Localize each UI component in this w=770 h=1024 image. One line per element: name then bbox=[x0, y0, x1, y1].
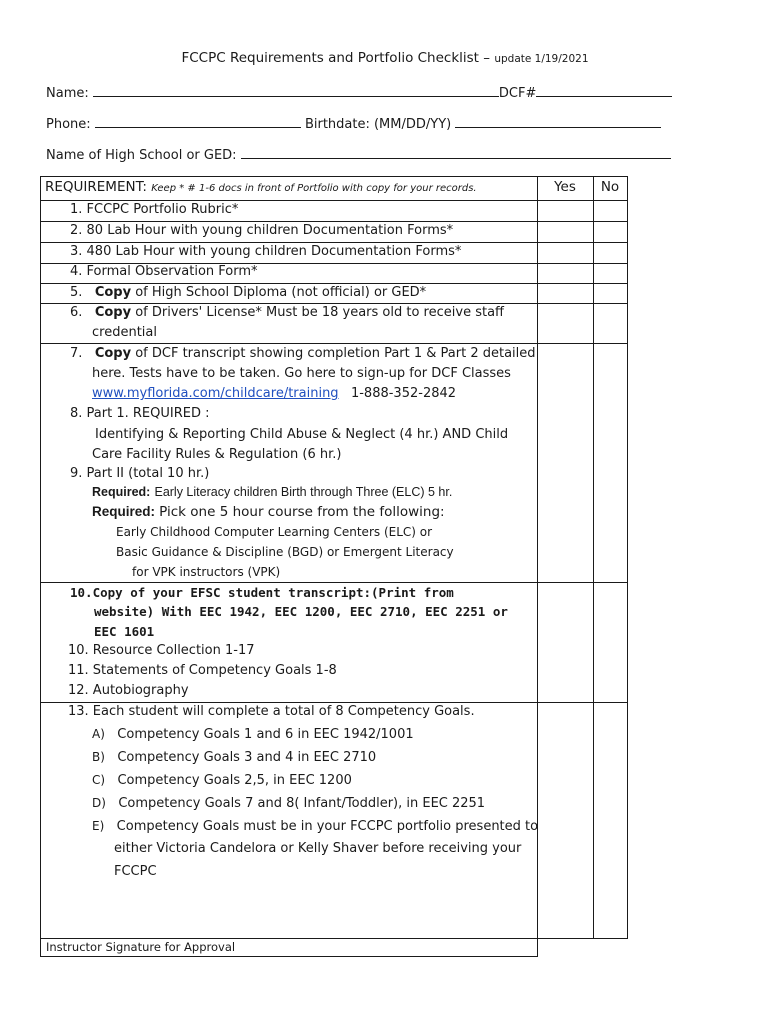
item-continuation: credential bbox=[92, 325, 157, 340]
requirement-item: 10.Copy of your EFSC student transcript:(Print from bbox=[70, 585, 454, 600]
requirement-header bbox=[45, 179, 477, 195]
sub-item-letter: D) bbox=[92, 796, 106, 810]
yes-column-header: Yes bbox=[554, 179, 576, 195]
yes-checkbox[interactable] bbox=[538, 222, 593, 242]
item-continuation bbox=[92, 482, 452, 503]
requirement-item: 1. FCCPC Portfolio Rubric* bbox=[70, 202, 239, 217]
name-field[interactable] bbox=[93, 84, 499, 97]
item-bold: Copy bbox=[94, 285, 132, 300]
yes-checkbox[interactable] bbox=[538, 344, 593, 582]
table-border-bottom bbox=[40, 956, 537, 957]
table-border-top bbox=[40, 176, 627, 177]
requirement-item: 10. Resource Collection 1-17 bbox=[68, 643, 255, 658]
item-continuation: Early Childhood Computer Learning Centers (ELC) or bbox=[116, 525, 433, 539]
no-checkbox[interactable] bbox=[594, 264, 627, 283]
dcf-label: DCF# bbox=[498, 86, 537, 101]
table-row-divider bbox=[40, 938, 627, 939]
no-checkbox[interactable] bbox=[594, 304, 627, 343]
phone-field-row bbox=[46, 115, 661, 132]
sub-item-continuation: FCCPC bbox=[114, 864, 157, 879]
instructor-signature-label: Instructor Signature for Approval bbox=[46, 940, 236, 954]
update-date: update 1/19/2021 bbox=[494, 53, 589, 65]
no-checkbox[interactable] bbox=[594, 703, 627, 938]
training-link[interactable]: www.myflorida.com/childcare/training bbox=[92, 386, 339, 401]
name-field-row bbox=[46, 84, 672, 101]
item-text: of Drivers' License* Must be 18 years old to receive staff bbox=[135, 305, 504, 320]
sub-item bbox=[92, 793, 485, 814]
item-continuation: Basic Guidance & Discipline (BGD) or Emergent Literacy bbox=[116, 545, 454, 559]
table-border-right bbox=[627, 176, 628, 939]
yes-checkbox[interactable] bbox=[538, 264, 593, 283]
sub-item-letter: C) bbox=[92, 773, 106, 787]
item-number: 5. bbox=[70, 285, 83, 300]
item-continuation bbox=[92, 502, 445, 523]
requirement-item: 4. Formal Observation Form* bbox=[70, 264, 258, 279]
sub-item-text: Competency Goals 1 and 6 in EEC 1942/1001 bbox=[117, 727, 414, 742]
requirement-item bbox=[70, 303, 504, 323]
dcf-field[interactable] bbox=[536, 84, 672, 97]
requirement-item: 9. Part II (total 10 hr.) bbox=[70, 466, 210, 481]
yes-checkbox[interactable] bbox=[538, 284, 593, 303]
yes-checkbox[interactable] bbox=[538, 583, 593, 702]
phone-number: 1-888-352-2842 bbox=[350, 386, 457, 401]
item-continuation: Care Facility Rules & Regulation (6 hr.) bbox=[92, 447, 342, 462]
instructor-signature-field[interactable] bbox=[250, 940, 535, 955]
item-bold: Required: bbox=[92, 504, 156, 519]
sub-item-letter: E) bbox=[92, 819, 105, 833]
sub-item bbox=[92, 770, 352, 791]
no-checkbox[interactable] bbox=[594, 284, 627, 303]
yes-checkbox[interactable] bbox=[538, 201, 593, 221]
requirement-note: Keep * # 1-6 docs in front of Portfolio with copy for your records. bbox=[151, 183, 477, 194]
requirement-item: 13. Each student will complete a total of 8 Competency Goals. bbox=[68, 704, 475, 719]
sub-item-text: Competency Goals 2,5, in EEC 1200 bbox=[117, 773, 352, 788]
item-continuation: website) With EEC 1942, EEC 1200, EEC 2710, EEC 2251 or bbox=[94, 604, 508, 619]
no-column-header: No bbox=[600, 179, 620, 195]
item-continuation: EEC 1601 bbox=[94, 624, 155, 639]
item-bold: Copy bbox=[94, 305, 132, 320]
yes-checkbox[interactable] bbox=[538, 703, 593, 938]
item-bold: Required: bbox=[92, 485, 151, 499]
no-checkbox[interactable] bbox=[594, 201, 627, 221]
requirement-item: 3. 480 Lab Hour with young children Documentation Forms* bbox=[70, 244, 462, 259]
no-checkbox[interactable] bbox=[594, 243, 627, 263]
item-continuation bbox=[92, 384, 456, 404]
sub-item-text: Competency Goals 7 and 8( Infant/Toddler), in EEC 2251 bbox=[118, 796, 486, 811]
item-continuation: Identifying & Reporting Child Abuse & Neglect (4 hr.) AND Child bbox=[95, 427, 509, 442]
sub-item-letter: B) bbox=[92, 750, 105, 764]
sub-item-text: Competency Goals 3 and 4 in EEC 2710 bbox=[117, 750, 377, 765]
item-text: of DCF transcript showing completion Part 1 & Part 2 detailed bbox=[135, 346, 536, 361]
birthdate-field[interactable] bbox=[455, 115, 661, 128]
sub-item bbox=[92, 724, 414, 745]
sub-item-letter: A) bbox=[92, 727, 105, 741]
sub-item-continuation: either Victoria Candelora or Kelly Shaver before receiving your bbox=[114, 841, 522, 856]
no-checkbox[interactable] bbox=[594, 344, 627, 582]
requirement-item bbox=[70, 344, 536, 364]
requirement-item: 8. Part 1. REQUIRED : bbox=[70, 406, 210, 421]
item-number: 6. bbox=[70, 305, 83, 320]
sub-item bbox=[92, 747, 376, 768]
school-label: Name of High School or GED: bbox=[46, 148, 237, 163]
item-bold: Copy bbox=[94, 346, 132, 361]
item-number: 7. bbox=[70, 346, 83, 361]
school-field-row bbox=[46, 146, 671, 163]
phone-field[interactable] bbox=[95, 115, 301, 128]
item-continuation: here. Tests have to be taken. Go here to sign-up for DCF Classes bbox=[92, 366, 511, 381]
title-text: FCCPC Requirements and Portfolio Checklist – bbox=[181, 50, 491, 66]
name-label: Name: bbox=[46, 86, 89, 101]
requirement-label: REQUIREMENT: bbox=[45, 179, 147, 195]
requirement-item bbox=[70, 283, 426, 303]
phone-label: Phone: bbox=[46, 117, 91, 132]
item-text: Early Literacy children Birth through Three (ELC) 5 hr. bbox=[154, 485, 453, 499]
requirement-item: 2. 80 Lab Hour with young children Documentation Forms* bbox=[70, 223, 454, 238]
school-field[interactable] bbox=[241, 146, 671, 159]
table-border-left bbox=[40, 176, 41, 957]
page-title bbox=[0, 50, 770, 66]
requirement-item: 11. Statements of Competency Goals 1-8 bbox=[68, 663, 337, 678]
sub-item-text: Competency Goals must be in your FCCPC portfolio presented to bbox=[116, 819, 539, 834]
yes-checkbox[interactable] bbox=[538, 243, 593, 263]
item-continuation: for VPK instructors (VPK) bbox=[132, 565, 281, 579]
requirement-item: 12. Autobiography bbox=[68, 683, 189, 698]
item-text: Pick one 5 hour course from the following: bbox=[159, 504, 445, 520]
no-checkbox[interactable] bbox=[594, 583, 627, 702]
birthdate-label: Birthdate: (MM/DD/YY) bbox=[304, 117, 452, 132]
yes-checkbox[interactable] bbox=[538, 304, 593, 343]
no-checkbox[interactable] bbox=[594, 222, 627, 242]
item-text: of High School Diploma (not official) or GED* bbox=[135, 285, 427, 300]
sub-item bbox=[92, 816, 538, 837]
